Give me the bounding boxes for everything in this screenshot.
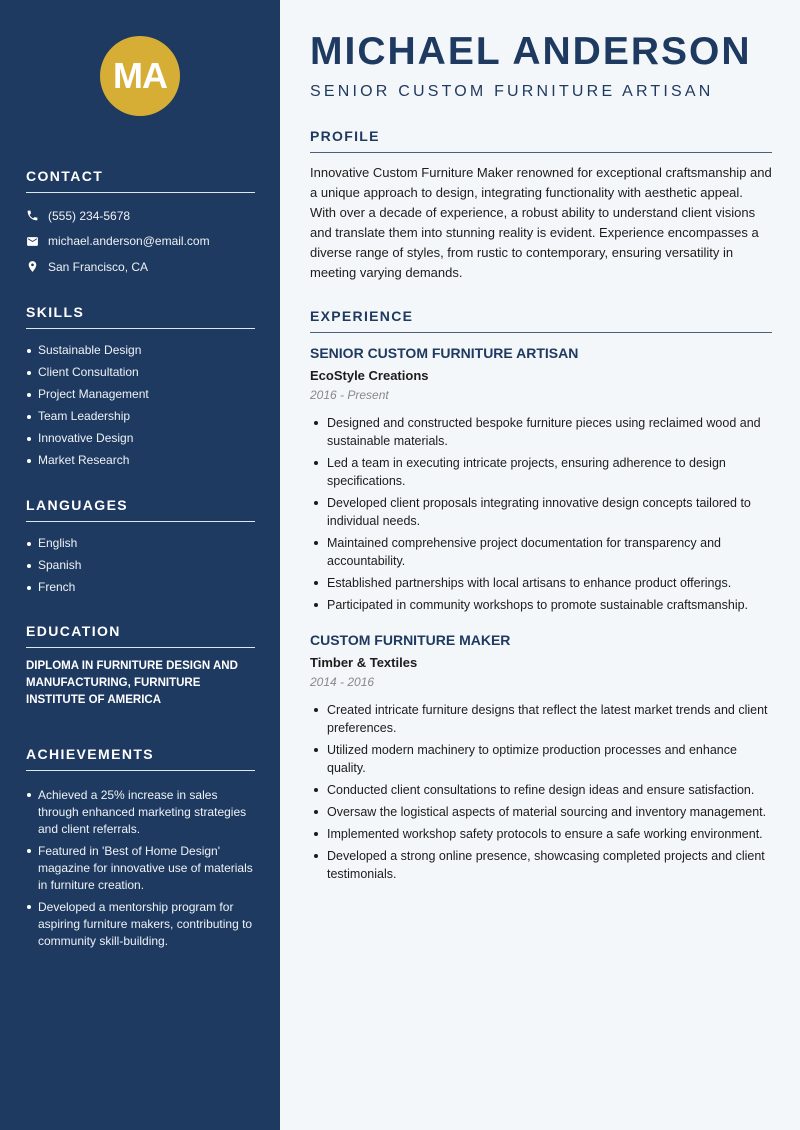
job-title: SENIOR CUSTOM FURNITURE ARTISAN	[310, 345, 579, 361]
job-bullet: Oversaw the logistical aspects of material sourcing and inventory management.	[310, 803, 772, 821]
job-dates: 2014 - 2016	[310, 675, 375, 689]
skill-item: Project Management	[26, 387, 255, 409]
education-entry: DIPLOMA IN FURNITURE DESIGN AND MANUFACTURING, FURNITURE INSTITUTE OF AMERICA	[26, 660, 238, 706]
email-icon	[26, 235, 39, 248]
profile-text: Innovative Custom Furniture Maker renowned for exceptional craftsmanship and a unique approach to design, integrating functionality with aesthetic appeal. With over a decade of experience, a robust ability to understand client visions and translate them into stunning reality is evident. Experience encompasses a diverse range of styles, from rustic to contemporary, ensuring versatility in meeting varying demands.	[310, 165, 772, 280]
full-name: MICHAEL ANDERSON	[310, 30, 752, 73]
education-heading: EDUCATION	[26, 623, 255, 648]
achievements-section	[26, 746, 255, 955]
job-dates: 2016 - Present	[310, 388, 389, 402]
experience-entry	[310, 345, 772, 618]
job-bullet: Developed client proposals integrating innovative design concepts tailored to individual needs.	[310, 494, 772, 530]
profile-heading: PROFILE	[310, 128, 772, 153]
contact-phone: (555) 234-5678	[26, 203, 255, 229]
company-name: EcoStyle Creations	[310, 368, 429, 383]
job-bullet: Utilized modern machinery to optimize production processes and enhance quality.	[310, 741, 772, 777]
job-bullet: Designed and constructed bespoke furniture pieces using reclaimed wood and sustainable materials.	[310, 414, 772, 450]
avatar: MA	[100, 36, 180, 116]
job-title: CUSTOM FURNITURE MAKER	[310, 632, 511, 648]
education-section	[26, 623, 255, 709]
job-bullet: Led a team in executing intricate projects, ensuring adherence to design specifications.	[310, 454, 772, 490]
skill-item: Innovative Design	[26, 431, 255, 453]
job-bullet: Developed a strong online presence, showcasing completed projects and client testimonials.	[310, 847, 772, 883]
languages-heading: LANGUAGES	[26, 497, 255, 522]
skill-item: Team Leadership	[26, 409, 255, 431]
language-item: French	[26, 580, 255, 602]
job-title-header: SENIOR CUSTOM FURNITURE ARTISAN	[310, 83, 714, 100]
languages-section	[26, 497, 255, 602]
achievements-heading: ACHIEVEMENTS	[26, 746, 255, 771]
skill-item: Sustainable Design	[26, 343, 255, 365]
experience-entry	[310, 632, 772, 887]
job-bullet: Participated in community workshops to promote sustainable craftsmanship.	[310, 596, 772, 614]
language-item: English	[26, 536, 255, 558]
job-bullet: Conducted client consultations to refine design ideas and ensure satisfaction.	[310, 781, 772, 799]
contact-email[interactable]: michael.anderson@email.com	[26, 229, 255, 255]
experience-heading: EXPERIENCE	[310, 308, 772, 333]
skills-heading: SKILLS	[26, 304, 255, 329]
achievement-item: Achieved a 25% increase in sales through enhanced marketing strategies and client referrals.	[26, 787, 255, 838]
language-item: Spanish	[26, 558, 255, 580]
sidebar	[0, 0, 280, 1130]
job-bullet: Implemented workshop safety protocols to ensure a safe working environment.	[310, 825, 772, 843]
skills-section	[26, 304, 255, 475]
contact-heading: CONTACT	[26, 168, 255, 193]
job-bullet: Maintained comprehensive project documentation for transparency and accountability.	[310, 534, 772, 570]
location-pin-icon	[26, 260, 39, 273]
job-bullet: Created intricate furniture designs that reflect the latest market trends and client preferences.	[310, 701, 772, 737]
achievement-item: Developed a mentorship program for aspiring furniture makers, contributing to community skill-building.	[26, 899, 255, 950]
company-name: Timber & Textiles	[310, 655, 418, 670]
contact-location: San Francisco, CA	[26, 254, 255, 280]
phone-icon	[26, 209, 39, 222]
contact-section	[26, 168, 255, 280]
achievement-item: Featured in 'Best of Home Design' magazine for innovative use of materials in furniture creation.	[26, 843, 255, 894]
job-bullet: Established partnerships with local artisans to enhance product offerings.	[310, 574, 772, 592]
skill-item: Market Research	[26, 453, 255, 475]
skill-item: Client Consultation	[26, 365, 255, 387]
